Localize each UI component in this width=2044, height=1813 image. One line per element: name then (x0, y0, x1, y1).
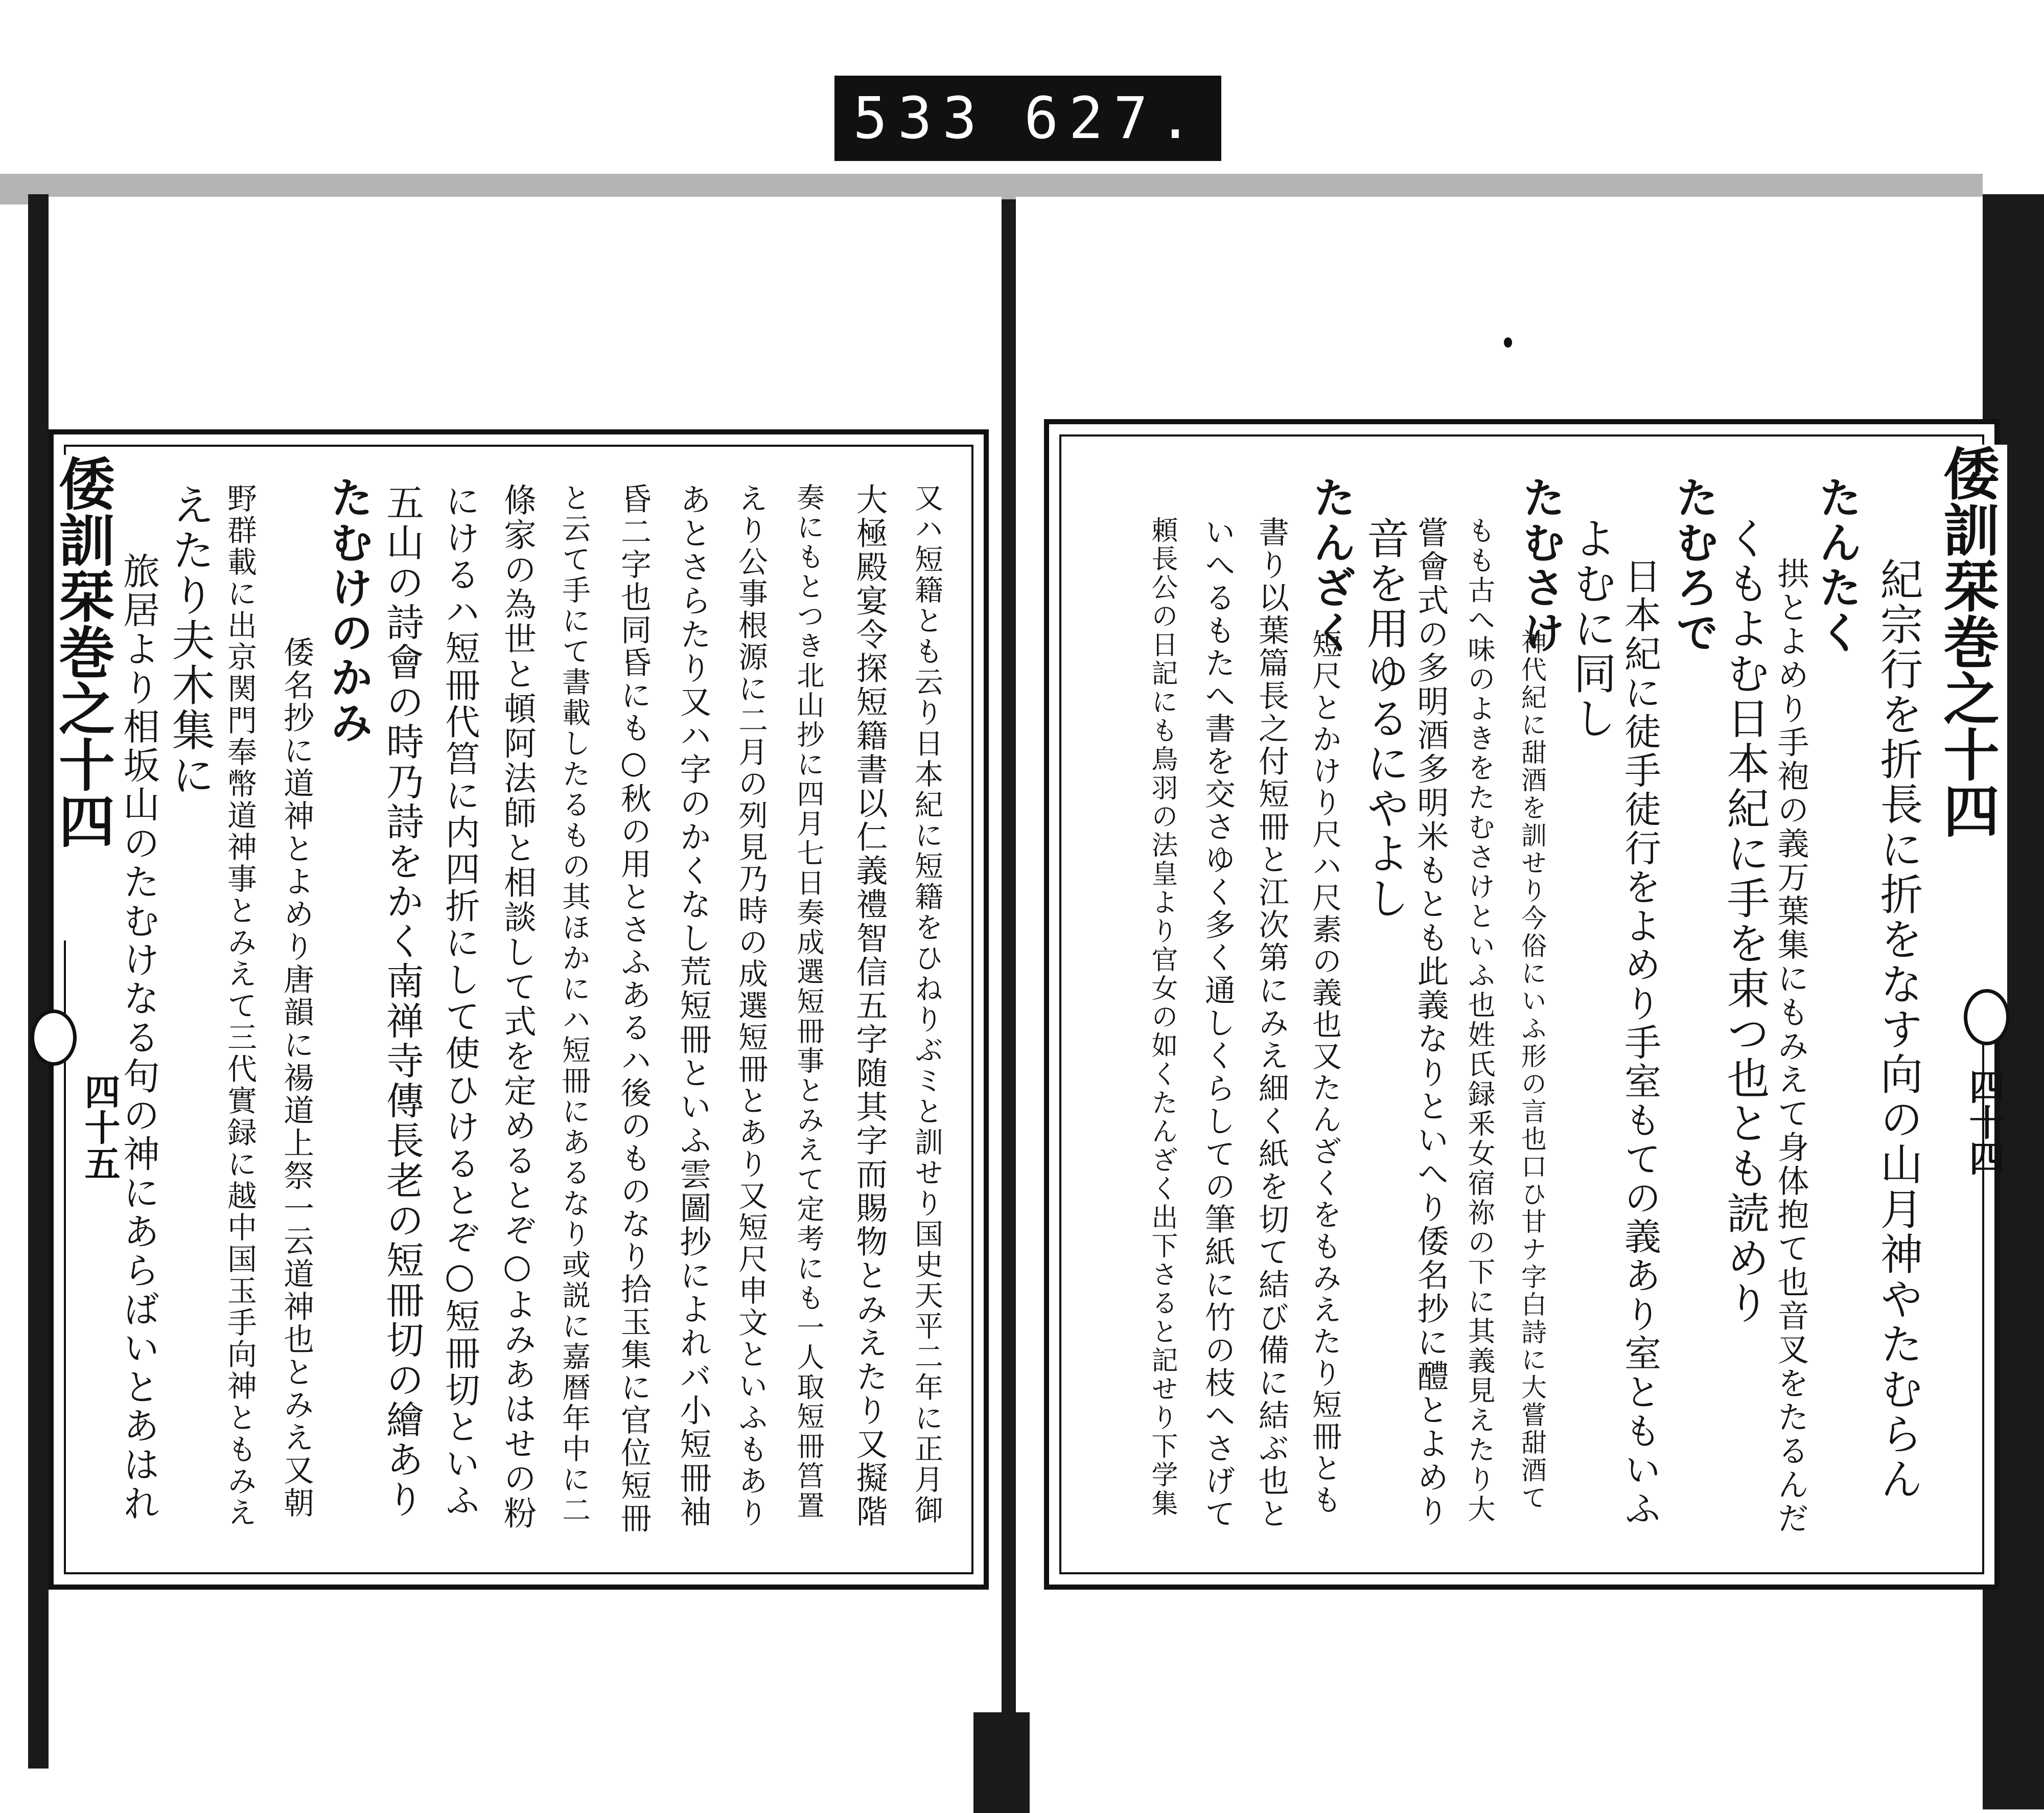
right-col-15: 書り以葉篇長之付短冊と江次第にみえ細く紙を切て結び備に結ぶ也と (1253, 516, 1289, 1530)
right-tab-volume: 巻之十四 (1934, 613, 2000, 838)
right-tab-title: 倭訓栞 (1934, 445, 2000, 613)
left-binding-ring (31, 1009, 77, 1066)
right-col-6: 日本紀に徒手徒行をよめり手室もての義あり室ともいふ (1618, 557, 1661, 1528)
left-volume-tab (50, 455, 123, 940)
accession-label (834, 76, 1221, 161)
left-tab-volume: 巻之十四 (50, 624, 115, 848)
right-page-frame (1044, 419, 2006, 1590)
left-page (49, 197, 1002, 1712)
right-col-13: たんざく (1306, 475, 1357, 655)
right-binding-ring (1964, 989, 2010, 1045)
right-col-14: 短尺とかけり尺ハ尺素の義也又たんざくをもみえたり短冊とも (1307, 629, 1342, 1516)
right-col-11: 嘗會式の多明酒多明米もとも此義なりといへり倭名抄に醴とよめり (1412, 516, 1449, 1528)
left-col-13: 野群載に出京関門奉幣道神事とみえて三代實録に越中国玉手向神ともみえ (222, 483, 257, 1529)
right-col-16: いへるもたへ書を交さゆく多く通しくらしての筆紙に竹の枝へさげて (1200, 516, 1236, 1530)
left-page-frame (49, 429, 989, 1590)
right-col-1: 紀宗行を折長に折をなす向の山月神やたむらん (1873, 557, 1923, 1502)
left-col-7: と云て手にて書載したるもの其ほかにハ短冊にあるなり或説に嘉暦年中に二 (558, 483, 591, 1526)
left-col-15: 旅居より相坂山のたむけなる句の神にあらばいとあはれ (117, 552, 160, 1523)
left-col-3: 奏にもとつき北山抄に四月七日奏成選短冊事とみえて定考にも一人取短冊筥置 (793, 483, 825, 1521)
left-col-5: あとさらたり又ハ字のかくなし荒短冊といふ雲圖抄によれバ小短冊袖 (675, 483, 712, 1529)
right-col-7: よむに同し (1567, 516, 1617, 741)
left-tab-title: 倭訓栞 (50, 455, 115, 624)
left-col-11: たむけのかみ (323, 475, 374, 745)
right-col-9: 神代紀に甜酒を訓せり今俗にいふ形の言也口ひ甘ナ字白詩に大嘗甜酒て (1517, 629, 1547, 1512)
left-cover-edge (28, 194, 49, 1769)
left-page-number: 四十五 (79, 1073, 121, 1181)
right-page (1016, 197, 2006, 1712)
left-col-12: 倭名抄に道神とよめり唐韻に禓道上祭一云道神也とみえ又朝 (278, 636, 314, 1520)
left-col-10: 五山の詩會の時乃詩をかく南禅寺傳長老の短冊切の繪あり (380, 483, 424, 1520)
right-volume-tab (1934, 445, 2007, 1007)
left-col-2: 大極殿宴令探短籍書以仁義禮智信五字随其字而賜物とみえたり又擬階 (851, 483, 888, 1529)
left-col-9: にけるハ短冊代筥に内四折にして使ひけるとぞ○短冊切といふ (439, 483, 480, 1519)
right-page-number: 四十四 (1963, 1068, 2006, 1176)
right-col-8: たむさけ (1516, 475, 1566, 655)
left-col-14: えたり夫木集に (165, 483, 215, 798)
right-col-10: もも古へ味のよきをたむさけといふ也姓氏録釆女宿祢の下に其義見えたり大 (1464, 516, 1496, 1524)
right-col-5: たむろで (1669, 475, 1720, 655)
accession-right: 627. (1024, 85, 1203, 152)
left-col-4: えり公事根源に二月の列見乃時の成選短冊とあり又短尺申文といふもあり (733, 483, 768, 1529)
right-col-3: 拱とよめり手袍の義万葉集にもみえて身体抱て也音叉をたるんだ (1772, 557, 1809, 1535)
right-col-12: 音を用ゆるにやよし (1360, 516, 1410, 921)
left-col-6: 昏二字也同昏にも○秋の用とさふあるハ後のものなり拾玉集に官位短冊 (616, 483, 652, 1535)
right-col-4: くもよむ日本紀に手を束つ也とも読めり (1720, 516, 1770, 1326)
right-col-2: たんたく (1812, 475, 1863, 655)
left-col-1: 又ハ短籍とも云り日本紀に短籍をひねりぶミと訓せり国史天平二年に正月御 (910, 483, 943, 1526)
page-speck (1504, 337, 1512, 348)
left-col-8: 條家の為世と頓阿法師と相談して式を定めるとぞ○よみあはせの粉 (498, 483, 536, 1531)
right-col-17: 頼長公の日記にも鳥羽の法皇より官女の如くたんざく出下さると記せり下学集 (1147, 516, 1177, 1518)
spine (1002, 199, 1016, 1813)
accession-left: 533 (853, 85, 987, 152)
